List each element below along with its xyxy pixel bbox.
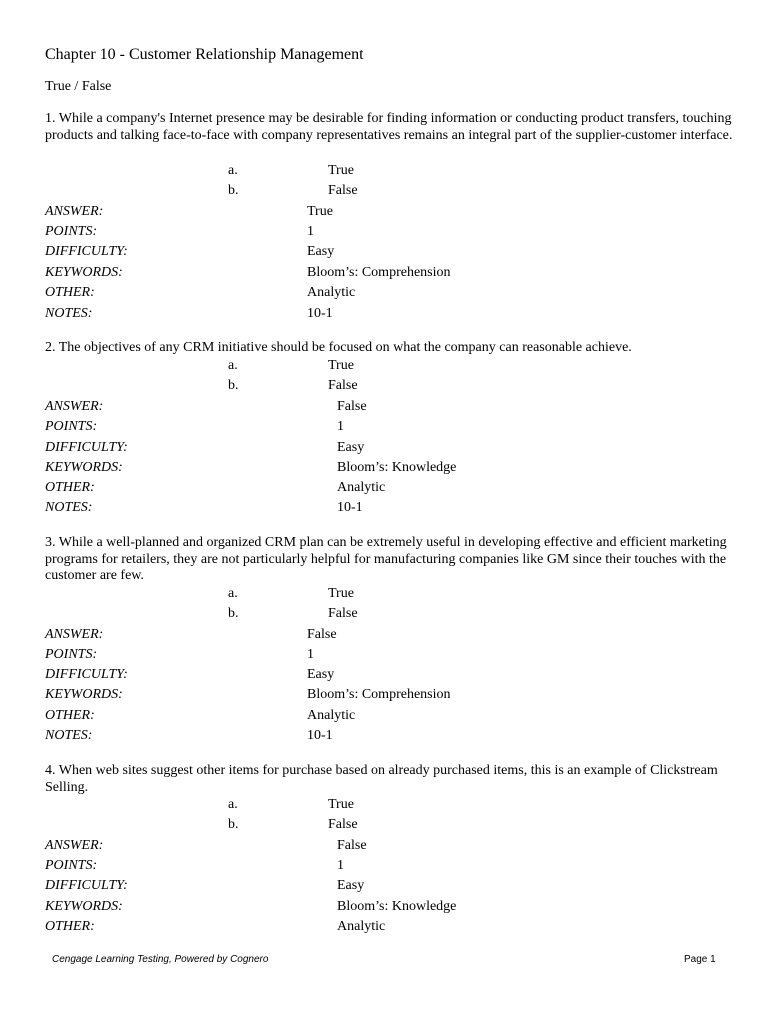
answer-label: ANSWER:: [45, 204, 104, 219]
question-4-option-b-text: False: [328, 817, 358, 832]
question-3-option-b-letter: b.: [228, 606, 239, 621]
keywords-label: KEYWORDS:: [45, 265, 123, 280]
question-1-other: Analytic: [307, 285, 356, 300]
question-1-keywords: Bloom’s: Comprehension: [307, 265, 451, 280]
question-2-text: 2. The objectives of any CRM initiative should be focused on what the company can reasonable achieve.: [45, 340, 632, 355]
question-4-points: 1: [337, 858, 344, 873]
difficulty-label: DIFFICULTY:: [45, 244, 128, 259]
question-2-option-b-letter: b.: [228, 378, 239, 393]
footer-credit: Cengage Learning Testing, Powered by Cognero: [52, 954, 269, 965]
question-3-option-b-text: False: [328, 606, 358, 621]
keywords-label: KEYWORDS:: [45, 899, 123, 914]
other-label: OTHER:: [45, 919, 95, 934]
points-label: POINTS:: [45, 419, 98, 434]
question-3-keywords: Bloom’s: Comprehension: [307, 687, 451, 702]
answer-label: ANSWER:: [45, 627, 104, 642]
points-label: POINTS:: [45, 224, 98, 239]
question-2-notes: 10-1: [337, 500, 363, 515]
question-2-option-b-text: False: [328, 378, 358, 393]
question-4-option-a-text: True: [328, 797, 354, 812]
question-4-answer: False: [337, 838, 367, 853]
question-2-answer: False: [337, 399, 367, 414]
question-4-text: 4. When web sites suggest other items for purchase based on already purchased items, this is an example of Clickstream Selling.: [45, 763, 718, 795]
notes-label: NOTES:: [45, 306, 93, 321]
notes-label: NOTES:: [45, 500, 93, 515]
question-3-option-a-letter: a.: [228, 586, 238, 601]
other-label: OTHER:: [45, 285, 95, 300]
question-3-notes: 10-1: [307, 728, 333, 743]
page-number: Page 1: [684, 954, 716, 965]
question-1-option-b-text: False: [328, 183, 358, 198]
question-3-difficulty: Easy: [307, 667, 335, 682]
section-heading: True / False: [45, 79, 112, 94]
question-2-keywords: Bloom’s: Knowledge: [337, 460, 457, 475]
answer-label: ANSWER:: [45, 838, 104, 853]
difficulty-label: DIFFICULTY:: [45, 878, 128, 893]
question-1-points: 1: [307, 224, 314, 239]
question-3-other: Analytic: [307, 708, 356, 723]
question-2-option-a-text: True: [328, 358, 354, 373]
question-2-option-a-letter: a.: [228, 358, 238, 373]
question-3-option-a-text: True: [328, 586, 354, 601]
question-1-option-b-letter: b.: [228, 183, 239, 198]
points-label: POINTS:: [45, 858, 98, 873]
difficulty-label: DIFFICULTY:: [45, 667, 128, 682]
question-2-other: Analytic: [337, 480, 386, 495]
question-3-text: 3. While a well-planned and organized CRM plan can be extremely useful in developing effective and efficient marketing programs for retailers, they are not particularly helpful for manufacturing companies like GM since their touches with the customer are few.: [45, 535, 727, 583]
question-1-option-a-letter: a.: [228, 163, 238, 178]
question-1-notes: 10-1: [307, 306, 333, 321]
question-4-other: Analytic: [337, 919, 386, 934]
other-label: OTHER:: [45, 480, 95, 495]
question-3-points: 1: [307, 647, 314, 662]
question-1-difficulty: Easy: [307, 244, 335, 259]
points-label: POINTS:: [45, 647, 98, 662]
difficulty-label: DIFFICULTY:: [45, 440, 128, 455]
question-1-option-a-text: True: [328, 163, 354, 178]
answer-label: ANSWER:: [45, 399, 104, 414]
chapter-title: Chapter 10 - Customer Relationship Management: [45, 46, 364, 63]
question-1-text: 1. While a company's Internet presence may be desirable for finding information or conducting product transfers, touching products and talking face-to-face with company representatives remains an integral part of the supplier-customer interface.: [45, 111, 733, 143]
question-3-answer: False: [307, 627, 337, 642]
question-1-answer: True: [307, 204, 333, 219]
keywords-label: KEYWORDS:: [45, 687, 123, 702]
keywords-label: KEYWORDS:: [45, 460, 123, 475]
question-2-points: 1: [337, 419, 344, 434]
question-4-option-b-letter: b.: [228, 817, 239, 832]
question-4-difficulty: Easy: [337, 878, 365, 893]
notes-label: NOTES:: [45, 728, 93, 743]
question-4-option-a-letter: a.: [228, 797, 238, 812]
question-2-difficulty: Easy: [337, 440, 365, 455]
question-4-keywords: Bloom’s: Knowledge: [337, 899, 457, 914]
other-label: OTHER:: [45, 708, 95, 723]
